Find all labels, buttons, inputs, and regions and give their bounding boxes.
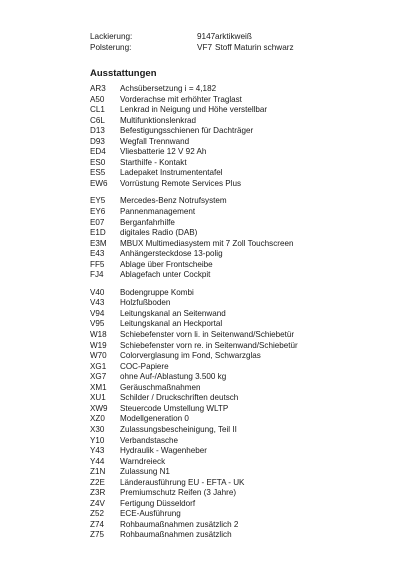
equipment-description: Ablage über Frontscheibe <box>120 259 213 269</box>
equipment-code: Y44 <box>90 456 105 466</box>
paint-row <box>90 31 390 42</box>
equipment-description: ECE-Ausführung <box>120 509 181 519</box>
equipment-row <box>90 196 390 207</box>
equipment-code: XG1 <box>90 361 107 371</box>
equipment-code: E07 <box>90 217 105 227</box>
equipment-description: Bodengruppe Kombi <box>120 287 194 297</box>
equipment-description: Rohbaumaßnahmen zusätzlich <box>120 530 232 540</box>
equipment-description: Holzfußboden <box>120 298 171 308</box>
equipment-description: Modellgeneration 0 <box>120 414 189 424</box>
equipment-row <box>90 116 390 127</box>
equipment-code: E1D <box>90 228 106 238</box>
equipment-group <box>90 288 390 541</box>
equipment-description: Warndreieck <box>120 456 166 466</box>
equipment-code: EY6 <box>90 207 106 217</box>
equipment-row <box>90 488 390 499</box>
equipment-row <box>90 478 390 489</box>
equipment-description: Zulassung N1 <box>120 467 170 477</box>
equipment-code: W70 <box>90 351 107 361</box>
equipment-code: Z52 <box>90 509 104 519</box>
upholstery-label: Polsterung: <box>90 43 132 52</box>
equipment-description: Verbandstasche <box>120 435 179 445</box>
equipment-row <box>90 228 390 239</box>
equipment-description: Multifunktionslenkrad <box>120 115 197 125</box>
equipment-description: Vorderachse mit erhöhter Traglast <box>120 94 242 104</box>
equipment-row <box>90 298 390 309</box>
equipment-code: C6L <box>90 115 105 125</box>
equipment-code: XW9 <box>90 403 108 413</box>
equipment-row <box>90 425 390 436</box>
equipment-code: XM1 <box>90 382 107 392</box>
equipment-code: AR3 <box>90 84 106 93</box>
equipment-row <box>90 520 390 531</box>
equipment-code: V94 <box>90 308 105 318</box>
equipment-row <box>90 457 390 468</box>
equipment-description: Befestigungsschienen für Dachträger <box>120 126 254 136</box>
equipment-code: Z75 <box>90 530 104 540</box>
equipment-row <box>90 341 390 352</box>
equipment-row <box>90 84 390 95</box>
equipment-list <box>90 84 390 541</box>
equipment-description: Hydraulik - Wagenheber <box>120 446 207 456</box>
equipment-group <box>90 84 390 189</box>
paint-label: Lackierung: <box>90 32 133 41</box>
equipment-code: Z1N <box>90 467 106 477</box>
equipment-description: Leitungskanal an Seitenwand <box>120 308 226 318</box>
equipment-row <box>90 207 390 218</box>
equipment-code: EY5 <box>90 196 106 206</box>
equipment-description: Schiebefenster vorn li. in Seitenwand/Schiebetür <box>120 330 295 340</box>
equipment-description: Leitungskanal an Heckportal <box>120 319 223 329</box>
equipment-code: E43 <box>90 249 105 259</box>
equipment-heading: Ausstattungen <box>90 68 157 79</box>
equipment-description: Starthilfe - Kontakt <box>120 157 187 167</box>
upholstery-value: Stoff Maturin schwarz <box>215 43 294 52</box>
equipment-row <box>90 95 390 106</box>
equipment-row <box>90 436 390 447</box>
equipment-description: Colorverglasung im Fond, Schwarzglas <box>120 351 261 361</box>
equipment-code: FJ4 <box>90 270 104 280</box>
equipment-code: XG7 <box>90 372 107 382</box>
equipment-row <box>90 414 390 425</box>
equipment-row <box>90 249 390 260</box>
equipment-code: Y43 <box>90 446 105 456</box>
equipment-code: FF5 <box>90 259 105 269</box>
equipment-description: digitales Radio (DAB) <box>120 228 198 238</box>
equipment-code: Y10 <box>90 435 105 445</box>
equipment-code: Z3R <box>90 488 106 498</box>
equipment-row <box>90 499 390 510</box>
equipment-row <box>90 362 390 373</box>
equipment-row <box>90 351 390 362</box>
equipment-description: Premiumschutz Reifen (3 Jahre) <box>120 488 237 498</box>
equipment-code: XZ0 <box>90 414 105 424</box>
equipment-description: Anhängersteckdose 13-polig <box>120 249 223 259</box>
equipment-description: Rohbaumaßnahmen zusätzlich 2 <box>120 519 239 529</box>
equipment-row <box>90 467 390 478</box>
equipment-row <box>90 126 390 137</box>
equipment-description: Schiebefenster vorn re. in Seitenwand/Schiebetür <box>120 340 298 350</box>
equipment-group <box>90 196 390 280</box>
equipment-row <box>90 288 390 299</box>
equipment-row <box>90 218 390 229</box>
equipment-description: Mercedes-Benz Notrufsystem <box>120 196 227 206</box>
equipment-row <box>90 446 390 457</box>
equipment-code: V40 <box>90 287 105 297</box>
equipment-row <box>90 158 390 169</box>
equipment-code: X30 <box>90 424 105 434</box>
paint-code: 9147 <box>197 32 216 41</box>
equipment-description: Fertigung Düsseldorf <box>120 498 196 508</box>
equipment-code: Z2E <box>90 477 105 487</box>
equipment-description: COC-Papiere <box>120 361 169 371</box>
equipment-row <box>90 309 390 320</box>
equipment-description: Berganfahrhilfe <box>120 217 175 227</box>
equipment-row <box>90 319 390 330</box>
equipment-code: EW6 <box>90 178 108 188</box>
paint-value: arktikweiß <box>215 32 252 41</box>
equipment-description: Steuercode Umstellung WLTP <box>120 403 229 413</box>
equipment-code: CL1 <box>90 105 105 115</box>
equipment-code: D13 <box>90 126 105 136</box>
equipment-row <box>90 393 390 404</box>
equipment-code: A50 <box>90 94 105 104</box>
equipment-description: Länderausführung EU - EFTA - UK <box>120 477 245 487</box>
equipment-code: W19 <box>90 340 107 350</box>
equipment-row <box>90 372 390 383</box>
equipment-row <box>90 147 390 158</box>
equipment-code: V95 <box>90 319 105 329</box>
upholstery-code: VF7 <box>197 43 213 52</box>
equipment-code: D93 <box>90 136 105 146</box>
equipment-code: ES5 <box>90 168 106 178</box>
equipment-description: ohne Auf-/Ablastung 3.500 kg <box>120 372 227 382</box>
upholstery-row <box>90 42 390 53</box>
equipment-description: Lenkrad in Neigung und Höhe verstellbar <box>120 105 268 115</box>
equipment-row <box>90 168 390 179</box>
equipment-code: Z74 <box>90 519 104 529</box>
equipment-code: W18 <box>90 330 107 340</box>
equipment-code: V43 <box>90 298 105 308</box>
equipment-row <box>90 509 390 520</box>
equipment-description: Vliesbatterie 12 V 92 Ah <box>120 147 207 157</box>
equipment-description: Pannenmanagement <box>120 207 196 217</box>
equipment-description: Zulassungsbescheinigung, Teil II <box>120 424 237 434</box>
equipment-row <box>90 330 390 341</box>
equipment-row <box>90 105 390 116</box>
equipment-description: Ablagefach unter Cockpit <box>120 270 211 280</box>
equipment-code: ES0 <box>90 157 106 167</box>
equipment-row <box>90 260 390 271</box>
equipment-description: Ladepaket Instrumententafel <box>120 168 223 178</box>
equipment-row <box>90 530 390 541</box>
equipment-code: Z4V <box>90 498 105 508</box>
equipment-code: ED4 <box>90 147 106 157</box>
equipment-row <box>90 137 390 148</box>
equipment-code: E3M <box>90 238 107 248</box>
equipment-description: Wegfall Trennwand <box>120 136 190 146</box>
equipment-row <box>90 383 390 394</box>
equipment-description: Achsübersetzung i = 4,182 <box>120 84 217 93</box>
equipment-description: MBUX Multimediasystem mit 7 Zoll Touchscreen <box>120 238 294 248</box>
equipment-description: Geräuschmaßnahmen <box>120 382 201 392</box>
equipment-description: Vorrüstung Remote Services Plus <box>120 178 242 188</box>
equipment-row <box>90 239 390 250</box>
equipment-code: XU1 <box>90 393 106 403</box>
equipment-row <box>90 404 390 415</box>
equipment-row <box>90 270 390 281</box>
equipment-row <box>90 179 390 190</box>
document-page <box>90 31 390 541</box>
equipment-description: Schilder / Druckschriften deutsch <box>120 393 239 403</box>
